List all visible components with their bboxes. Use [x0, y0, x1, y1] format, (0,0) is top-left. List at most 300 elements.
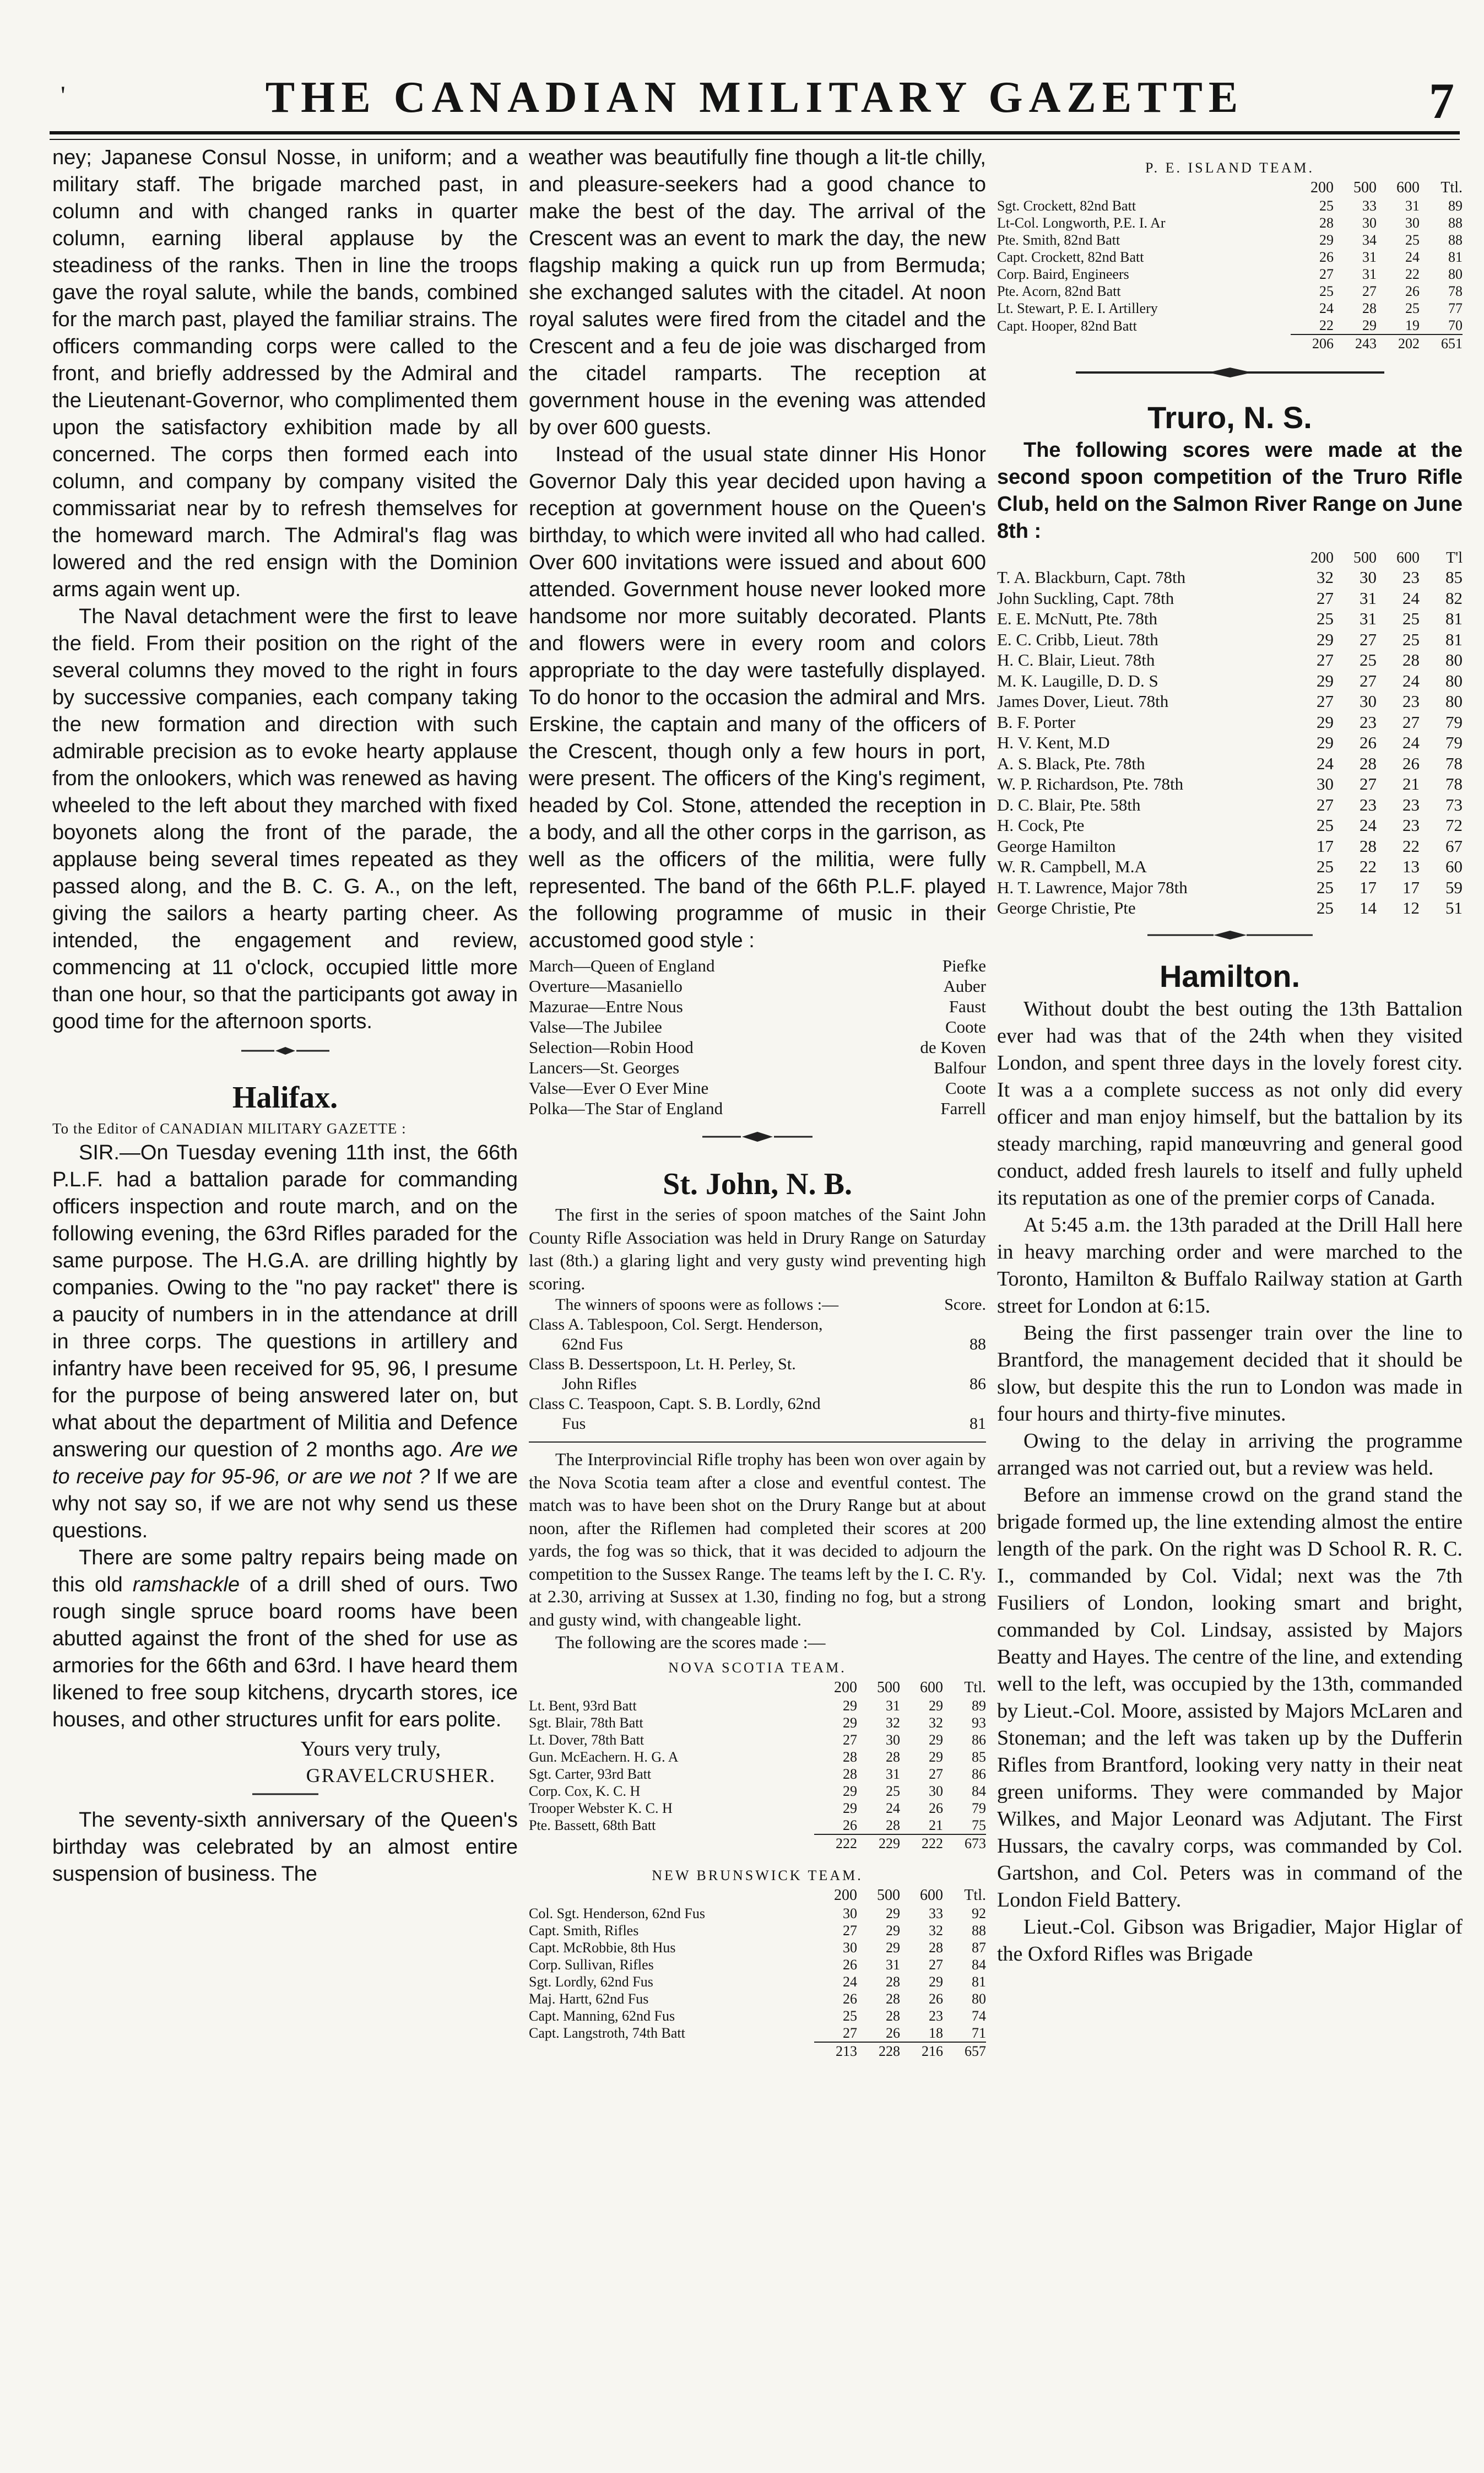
truro-score: 21 — [1402, 774, 1420, 793]
truro-score: 14 — [1360, 898, 1377, 917]
pei-name: Lt-Col. Longworth, P.E. I. Ar — [997, 215, 1166, 231]
nb-name: Col. Sgt. Henderson, 62nd Fus — [529, 1905, 705, 1921]
nb-total: 657 — [943, 2042, 986, 2060]
nova-scotia-team-title: NOVA SCOTIA TEAM. — [668, 1659, 847, 1676]
pei-score: 25 — [1405, 300, 1420, 316]
spoon-line: Class C. Teaspoon, Capt. S. B. Lordly, 62nd — [529, 1395, 821, 1413]
programme-composer: Faust — [949, 997, 986, 1016]
pei-score: 34 — [1362, 232, 1377, 248]
letter-signature: GRAVELCRUSHER. — [306, 1764, 496, 1786]
pei-total-spacer — [997, 334, 1291, 352]
ns-row — [529, 1697, 986, 1714]
programme-composer: Farrell — [940, 1099, 986, 1118]
nb-score: 27 — [843, 1922, 857, 1939]
nb-row — [529, 1922, 986, 1939]
nb-name: Corp. Sullivan, Rifles — [529, 1956, 654, 1973]
truro-row — [997, 650, 1463, 671]
truro-name: H. Cock, Pte — [997, 816, 1085, 835]
nb-score: 26 — [886, 2024, 900, 2041]
truro-score: 81 — [1445, 629, 1463, 649]
ornament-divider-3 — [997, 352, 1463, 398]
truro-score: 22 — [1360, 857, 1377, 876]
ns-score: 27 — [929, 1765, 943, 1782]
hamilton-paragraph-6: Lieut.-Col. Gibson was Brigadier, Major Higlar of the Oxford Rifles was Brigade — [997, 1915, 1463, 1966]
truro-col-header: T'l — [1446, 549, 1463, 566]
nb-score: 18 — [929, 2024, 943, 2041]
ns-score: 31 — [886, 1697, 900, 1714]
truro-col-header: 500 — [1353, 549, 1377, 566]
nb-name: Capt. McRobbie, 8th Hus — [529, 1939, 676, 1956]
pei-col-header: 600 — [1396, 179, 1420, 196]
nb-score: 80 — [972, 1990, 986, 2007]
truro-name: T. A. Blackburn, Capt. 78th — [997, 568, 1186, 587]
nb-row — [529, 1956, 986, 1973]
ornament-divider-2 — [529, 1119, 986, 1165]
ns-col-header: 500 — [877, 1678, 900, 1696]
ns-score: 26 — [929, 1800, 943, 1816]
truro-name: B. F. Porter — [997, 712, 1076, 732]
nb-name: Sgt. Lordly, 62nd Fus — [529, 1973, 653, 1990]
truro-score: 30 — [1360, 568, 1377, 587]
ns-score: 31 — [886, 1765, 900, 1782]
review-paragraph-1: ney; Japanese Consul Nosse, in uniform; and a military staff. The brigade marched past, in column and with changed ranks in quarter column, earning liberal applause by the steadiness of the ranks. Then in line the troops gave the royal salute, while the bands, combined for the march past, played the familiar strains. The officers commanding corps were called to the front, and briefly addressed by the Admiral and the Lieutenant-Governor, who complimented them upon the satisfactory exhibition made by all concerned. The corps then formed each into column, and company by company visited the commissariat near by to refresh themselves for the homeward march. The Admiral's flag was lowered and the red ensign with the Dominion arms again went up. — [52, 146, 518, 601]
ns-total-spacer — [529, 1834, 814, 1852]
programme-row — [529, 955, 986, 976]
truro-score: 79 — [1445, 712, 1463, 732]
truro-score: 27 — [1317, 692, 1334, 711]
truro-score: 25 — [1317, 898, 1334, 917]
nb-score: 84 — [972, 1956, 986, 1973]
truro-score: 28 — [1360, 836, 1377, 856]
nb-score: 28 — [886, 1990, 900, 2007]
nb-col-header: Ttl. — [964, 1886, 986, 1904]
nb-score: 30 — [843, 1905, 857, 1921]
truro-score: 85 — [1445, 568, 1463, 587]
ns-score: 28 — [886, 1748, 900, 1765]
truro-name: E. E. McNutt, Pte. 78th — [997, 609, 1158, 628]
ns-row — [529, 1765, 986, 1783]
truro-row — [997, 795, 1463, 816]
truro-row — [997, 774, 1463, 795]
programme-piece: Valse—The Jubilee — [529, 1017, 662, 1036]
ns-col-header: 200 — [834, 1678, 857, 1696]
pei-score: 31 — [1405, 198, 1420, 214]
ns-name: Lt. Bent, 93rd Batt — [529, 1697, 637, 1714]
programme-piece: March—Queen of England — [529, 956, 715, 975]
pei-score: 25 — [1319, 198, 1334, 214]
truro-score: 79 — [1445, 733, 1463, 752]
ns-name: Lt. Dover, 78th Batt — [529, 1731, 644, 1748]
truro-score: 24 — [1360, 816, 1377, 835]
truro-score: 60 — [1445, 857, 1463, 876]
nb-score: 81 — [972, 1973, 986, 1990]
truro-col-header: 200 — [1310, 549, 1334, 566]
nb-score: 71 — [972, 2024, 986, 2041]
music-programme — [529, 955, 986, 1119]
nb-total: 216 — [900, 2042, 943, 2060]
ns-score: 29 — [929, 1748, 943, 1765]
truro-score: 73 — [1445, 795, 1463, 814]
ns-score: 30 — [886, 1731, 900, 1748]
ns-col-header: Ttl. — [964, 1678, 986, 1696]
programme-composer: Coote — [945, 1017, 986, 1036]
ns-score: 29 — [843, 1697, 857, 1714]
pei-score: 89 — [1448, 198, 1463, 214]
pei-team-title: P. E. ISLAND TEAM. — [1145, 160, 1314, 176]
truro-score: 24 — [1402, 588, 1420, 608]
programme-composer: de Koven — [920, 1038, 986, 1057]
pei-score: 27 — [1319, 266, 1334, 282]
ns-total-row — [529, 1834, 986, 1852]
programme-piece: Mazurae—Entre Nous — [529, 997, 683, 1016]
truro-row — [997, 671, 1463, 692]
spoon-score: 81 — [970, 1414, 986, 1433]
truro-row — [997, 608, 1463, 629]
truro-score: 23 — [1402, 568, 1420, 587]
truro-score: 26 — [1402, 753, 1420, 773]
nb-score: 29 — [886, 1905, 900, 1921]
truro-score: 67 — [1445, 836, 1463, 856]
pei-name: Pte. Acorn, 82nd Batt — [997, 283, 1121, 299]
truro-score: 24 — [1317, 753, 1334, 773]
hamilton-paragraph-4: Owing to the delay in arriving the programme arranged was not carried out, but a review was held. — [997, 1429, 1463, 1480]
ns-name: Trooper Webster K. C. H — [529, 1800, 673, 1816]
ns-score: 28 — [843, 1748, 857, 1765]
ns-score: 85 — [972, 1748, 986, 1765]
nb-score: 23 — [929, 2007, 943, 2024]
truro-score: 25 — [1360, 650, 1377, 669]
programme-composer: Auber — [943, 976, 986, 996]
new-brunswick-scores — [529, 1886, 986, 2060]
nb-score: 28 — [929, 1939, 943, 1956]
pei-col-header: 200 — [1310, 179, 1334, 196]
truro-score: 78 — [1445, 753, 1463, 773]
ns-row — [529, 1731, 986, 1748]
column-1 — [52, 144, 518, 1888]
spoon-row — [529, 1354, 986, 1374]
truro-row — [997, 815, 1463, 836]
paper-title: THE CANADIAN MILITARY GAZETTE — [265, 73, 1244, 122]
pei-name: Pte. Smith, 82nd Batt — [997, 232, 1120, 248]
truro-row — [997, 629, 1463, 650]
nova-scotia-scores — [529, 1678, 986, 1852]
spoon-row — [529, 1315, 986, 1335]
truro-name: M. K. Laugille, D. D. S — [997, 671, 1158, 690]
spoon-line: Class A. Tablespoon, Col. Sergt. Henderson, — [529, 1315, 823, 1333]
ns-score: 86 — [972, 1731, 986, 1748]
pei-row — [997, 197, 1463, 214]
nb-total: 213 — [814, 2042, 857, 2060]
pei-total: 243 — [1334, 334, 1377, 352]
pei-row — [997, 317, 1463, 334]
pei-scores — [997, 179, 1463, 352]
programme-composer: Piefke — [942, 956, 986, 975]
ns-score: 25 — [886, 1783, 900, 1799]
ns-score: 27 — [843, 1731, 857, 1748]
nb-row — [529, 1990, 986, 2007]
pei-score: 88 — [1448, 215, 1463, 231]
truro-score: 28 — [1360, 753, 1377, 773]
nb-name: Capt. Langstroth, 74th Batt — [529, 2025, 685, 2041]
truro-score: 23 — [1402, 795, 1420, 814]
ns-score: 93 — [972, 1714, 986, 1731]
pei-row — [997, 283, 1463, 300]
truro-score: 27 — [1360, 671, 1377, 690]
pei-row — [997, 231, 1463, 249]
ns-score: 29 — [843, 1800, 857, 1816]
spoon-row — [529, 1394, 986, 1414]
ns-score: 79 — [972, 1800, 986, 1816]
stjohn-paragraph-4: The following are the scores made :— — [555, 1632, 826, 1652]
nb-score: 29 — [886, 1939, 900, 1956]
truro-score: 17 — [1360, 877, 1377, 897]
stjohn-paragraph-3: The Interprovincial Rifle trophy has been won over again by the Nova Scotia team after a close and eventful contest. The match was to have been shot on the Drury Range but at about noon, after the Riflemen had completed their scores at 200 yards, the fog was so thick, that it was decided to adjourn the competition to the Sussex Range. The teams left by the I. C. R'y. at 2.30, arriving at Sussex at 1.30, finding no fog, but a strong and gusty wind, with changeable light. — [529, 1449, 986, 1629]
truro-score: 31 — [1360, 588, 1377, 608]
pei-score: 70 — [1448, 317, 1463, 333]
nb-score: 28 — [886, 2007, 900, 2024]
truro-score: 78 — [1445, 774, 1463, 793]
nb-score: 32 — [929, 1922, 943, 1939]
stjohn-heading: St. John, N. B. — [663, 1167, 852, 1201]
nb-score: 27 — [843, 2024, 857, 2041]
truro-score: 80 — [1445, 692, 1463, 711]
truro-score: 17 — [1317, 836, 1334, 856]
truro-name: W. P. Richardson, Pte. 78th — [997, 774, 1184, 793]
hamilton-paragraph-5: Before an immense crowd on the grand stand the brigade formed up, the line extending almost the entire length of the park. On the right was D School R. R. C. I., commanded by Col. Vidal; next was the 7th Fusiliers of London, looking smart and bright, commanded by Col. Lindsay, assisted by Majors Beatty and Hayes. The centre of the line, and extending well to the left, was occupied by the 13th, commanded by Lieut.-Col. Moore, assisted by Majors McLaren and Stoneman; and the left was taken up by the Dufferin Rifles from Brantford, looking very natty in their neat green uniforms. They were commanded by Major Wilkes, and Major Leonard was Adjutant. The First Hussars, the cavalry corps, was commanded by Col. Gartshon, and Col. Peters was in command of the London Field Battery. — [997, 1483, 1463, 1912]
truro-name: W. R. Campbell, M.A — [997, 857, 1147, 876]
hamilton-paragraph-3: Being the first passenger train over the line to Brantford, the management decided that it should be slow, but despite this the run to London was made in four hours and thirty-five minutes. — [997, 1321, 1463, 1426]
programme-row — [529, 1078, 986, 1098]
programme-row — [529, 1037, 986, 1057]
truro-score: 24 — [1402, 671, 1420, 690]
page-number: 7 — [1429, 73, 1454, 129]
nb-row — [529, 2007, 986, 2024]
halifax-italic-word: ramshackle — [132, 1573, 240, 1596]
pei-row — [997, 249, 1463, 266]
truro-score: 23 — [1402, 816, 1420, 835]
nb-name: Capt. Smith, Rifles — [529, 1922, 639, 1939]
spoon-score: 88 — [970, 1335, 986, 1353]
programme-piece: Valse—Ever O Ever Mine — [529, 1078, 709, 1098]
nb-score: 29 — [929, 1973, 943, 1990]
ns-row — [529, 1800, 986, 1817]
pei-score: 25 — [1405, 232, 1420, 248]
truro-score: 17 — [1402, 877, 1420, 897]
nb-row — [529, 1973, 986, 1990]
spoon-row-cont — [529, 1414, 986, 1434]
truro-score: 25 — [1402, 629, 1420, 649]
truro-name: A. S. Black, Pte. 78th — [997, 753, 1145, 773]
nb-col-header: 200 — [834, 1886, 857, 1904]
truro-name: H. V. Kent, M.D — [997, 733, 1110, 752]
nb-score: 74 — [972, 2007, 986, 2024]
truro-name: George Hamilton — [997, 836, 1116, 856]
ns-score: 30 — [929, 1783, 943, 1799]
pei-row — [997, 300, 1463, 317]
spoon-line: Class B. Dessertspoon, Lt. H. Perley, St. — [529, 1355, 796, 1373]
truro-score: 82 — [1445, 588, 1463, 608]
programme-row — [529, 1017, 986, 1037]
truro-name: James Dover, Lieut. 78th — [997, 692, 1169, 711]
truro-intro: The following scores were made at the second spoon competition of the Truro Rifle Club, held on the Salmon River Range on June 8th : — [997, 439, 1463, 543]
ns-row — [529, 1783, 986, 1800]
ns-score: 89 — [972, 1697, 986, 1714]
ns-total: 229 — [857, 1834, 900, 1852]
pei-score: 31 — [1362, 249, 1377, 265]
nb-score: 87 — [972, 1939, 986, 1956]
pei-score: 30 — [1362, 215, 1377, 231]
ns-score: 28 — [843, 1765, 857, 1782]
halifax-italic-question: Are we to receive pay for 95-96, or are we not ? — [52, 1438, 518, 1488]
nb-score: 26 — [843, 1990, 857, 2007]
birthday-paragraph-2: Instead of the usual state dinner His Honor Governor Daly this year decided upon having a reception at government house on the Queen's birthday, to which were invited all who had called. Over 600 invitations were issued and about 600 attended. Government house never looked more handsome nor more suitably decorated. Plants and flowers were in every room and colors appropriate to the day were tastefully displayed. To do honor to the occasion the admiral and Mrs. Erskine, the captain and many of the officers of the Crescent, though only a few hours in port, were present. The officers of the King's regiment, headed by Col. Stone, attended the reception in a body, and all the other corps in the garrison, as well as the officers of the militia, were fully represented. The band of the 66th P.L.F. played the following programme of music in their accustomed good style : — [529, 443, 986, 952]
pei-score: 81 — [1448, 249, 1463, 265]
ns-total: 222 — [900, 1834, 943, 1852]
truro-score: 27 — [1360, 629, 1377, 649]
pei-col-header: 500 — [1353, 179, 1377, 196]
truro-name: E. C. Cribb, Lieut. 78th — [997, 629, 1158, 649]
masthead — [50, 66, 1460, 132]
truro-row — [997, 732, 1463, 753]
nb-score: 25 — [843, 2007, 857, 2024]
ns-name: Pte. Bassett, 68th Batt — [529, 1817, 656, 1833]
pei-name: Sgt. Crockett, 82nd Batt — [997, 198, 1136, 214]
column-3 — [997, 144, 1463, 1968]
pei-name: Capt. Crockett, 82nd Batt — [997, 249, 1144, 265]
queens-birthday-paragraph: The seventy-sixth anniversary of the Queen's birthday was celebrated by an almost entire suspension of business. The — [52, 1808, 518, 1886]
nb-col-header: 500 — [877, 1886, 900, 1904]
ns-score: 29 — [843, 1783, 857, 1799]
ns-name: Sgt. Carter, 93rd Batt — [529, 1765, 652, 1782]
pei-score: 26 — [1319, 249, 1334, 265]
pei-score: 88 — [1448, 232, 1463, 248]
ns-total: 673 — [943, 1834, 986, 1852]
truro-score: 29 — [1317, 671, 1334, 690]
nb-score: 88 — [972, 1922, 986, 1939]
review-paragraph-2: The Naval detachment were the first to leave the field. From their position on the right of the several columns they moved to the right in fours by successive companies, each company taking the new formation and direction with such admirable precision as to evoke hearty applause from the onlookers, which was renewed as having wheeled to the left about they marched with fixed boyonets along the front of the parade, the applause being several times repeated as they passed along, and the B. C. G. A., on the left, giving the sailors a hearty parting cheer. As intended, the engagement and review, commencing at 11 o'clock, occupied little more than one hour, so that the participants got away in good time for the afternoon sports. — [52, 605, 518, 1033]
truro-name: D. C. Blair, Pte. 58th — [997, 795, 1141, 814]
truro-score: 29 — [1317, 629, 1334, 649]
page-mark: ' — [61, 81, 66, 110]
programme-piece: Lancers—St. Georges — [529, 1058, 680, 1077]
section-rule — [529, 1434, 986, 1443]
ornament-divider-4 — [997, 919, 1463, 957]
nb-row — [529, 1905, 986, 1922]
pei-score: 26 — [1405, 283, 1420, 299]
hamilton-paragraph-2: At 5:45 a.m. the 13th paraded at the Drill Hall here in heavy marching order and were marched to the Toronto, Hamilton & Buffalo Railway station at Garth street for London at 6:15. — [997, 1213, 1463, 1318]
pei-score: 22 — [1405, 266, 1420, 282]
letter-salutation-editor: To the Editor of CANADIAN MILITARY GAZETTE : — [52, 1120, 407, 1137]
programme-row — [529, 1098, 986, 1119]
ns-row — [529, 1748, 986, 1765]
nb-score: 28 — [886, 1973, 900, 1990]
ns-score: 75 — [972, 1817, 986, 1833]
truro-row — [997, 567, 1463, 588]
ns-score: 86 — [972, 1765, 986, 1782]
pei-col-header: Ttl. — [1440, 179, 1463, 196]
truro-score: 24 — [1402, 733, 1420, 752]
truro-score: 27 — [1317, 588, 1334, 608]
pei-score: 78 — [1448, 283, 1463, 299]
programme-piece: Overture—Masaniello — [529, 976, 683, 996]
truro-row — [997, 588, 1463, 609]
letter-closing: Yours very truly, — [300, 1737, 441, 1761]
hamilton-paragraph-1: Without doubt the best outing the 13th Battalion ever had was that of the 24th when they visited London, and spent three days in the lovely forest city. It was a a complete success as not only did every officer and man enjoy himself, but the battalion by its steady marching, rapid manœuvring and general good conduct, added fresh laurels to itself and fully upheld its reputation as one of the premier corps of Canada. — [997, 997, 1463, 1209]
pei-total: 202 — [1377, 334, 1420, 352]
nb-score: 33 — [929, 1905, 943, 1921]
spoon-line-cont: Fus — [562, 1414, 586, 1433]
nb-score: 29 — [886, 1922, 900, 1939]
nb-total-spacer — [529, 2042, 814, 2060]
truro-score: 23 — [1360, 712, 1377, 732]
pei-score: 27 — [1362, 283, 1377, 299]
truro-score: 12 — [1402, 898, 1420, 917]
pei-name: Capt. Hooper, 82nd Batt — [997, 317, 1137, 334]
truro-row — [997, 877, 1463, 898]
programme-row — [529, 1057, 986, 1078]
pei-score: 24 — [1405, 249, 1420, 265]
pei-total-row — [997, 334, 1463, 352]
nb-col-header: 600 — [920, 1886, 943, 1904]
programme-composer: Coote — [945, 1078, 986, 1098]
ns-score: 32 — [929, 1714, 943, 1731]
pei-score: 28 — [1362, 300, 1377, 316]
pei-name: Corp. Baird, Engineers — [997, 266, 1129, 282]
pei-score: 33 — [1362, 198, 1377, 214]
nb-score: 27 — [929, 1956, 943, 1973]
pei-row — [997, 266, 1463, 283]
truro-score: 30 — [1360, 692, 1377, 711]
ns-score: 21 — [929, 1817, 943, 1833]
truro-score: 13 — [1402, 857, 1420, 876]
ns-score: 26 — [843, 1817, 857, 1833]
truro-score: 22 — [1402, 836, 1420, 856]
spoon-row-cont — [529, 1335, 986, 1354]
halifax-text-2a: There are some paltry repairs being made on this old — [52, 1546, 518, 1596]
nb-score: 26 — [843, 1956, 857, 1973]
truro-score: 59 — [1445, 877, 1463, 897]
nb-name: Maj. Hartt, 62nd Fus — [529, 1990, 649, 2007]
halifax-text-2b: of a drill shed of ours. Two rough single spruce board rooms have been abutted against the front of the shed for use as armories for the 66th and 63rd. I have heard them likened to free soup kitchens, drycarth stores, ice houses, and other structures unfit for ears polite. — [52, 1573, 518, 1731]
halifax-text-tail: If we are why not say so, if we are not why send us these questions. — [52, 1465, 518, 1542]
birthday-paragraph-1: weather was beautifully fine though a lit-tle chilly, and pleasure-seekers had a good chance to make the best of the day. The arrival of the Crescent was an event to mark the day, the new flagship making a quick run up from Bermuda; she exchanged salutes with the citadel. At noon royal salutes were fired from the citadel and the Crescent and a feu de joie was discharged from the citadel ramparts. The reception at government house in the evening was attended by over 600 guests. — [529, 146, 986, 439]
truro-score: 32 — [1317, 568, 1334, 587]
pei-score: 22 — [1319, 317, 1334, 333]
truro-score: 27 — [1360, 774, 1377, 793]
truro-score: 31 — [1360, 609, 1377, 628]
truro-row — [997, 856, 1463, 877]
truro-score: 27 — [1317, 650, 1334, 669]
truro-row — [997, 691, 1463, 712]
nb-score: 26 — [929, 1990, 943, 2007]
new-brunswick-team-title: NEW BRUNSWICK TEAM. — [652, 1867, 863, 1883]
pei-total: 651 — [1420, 334, 1463, 352]
hamilton-heading: Hamilton. — [1159, 958, 1301, 993]
truro-score: 51 — [1445, 898, 1463, 917]
spoon-line-cont: 62nd Fus — [562, 1335, 623, 1353]
pei-total: 206 — [1291, 334, 1334, 352]
masthead-rule-thin — [50, 139, 1460, 140]
truro-score: 81 — [1445, 609, 1463, 628]
truro-score: 29 — [1317, 733, 1334, 752]
pei-score: 25 — [1319, 283, 1334, 299]
truro-name: H. T. Lawrence, Major 78th — [997, 877, 1188, 897]
truro-row — [997, 836, 1463, 857]
ns-total: 222 — [814, 1834, 857, 1852]
halifax-paragraph-2 — [52, 1545, 518, 1734]
ns-score: 29 — [843, 1714, 857, 1731]
nb-row — [529, 1939, 986, 1956]
